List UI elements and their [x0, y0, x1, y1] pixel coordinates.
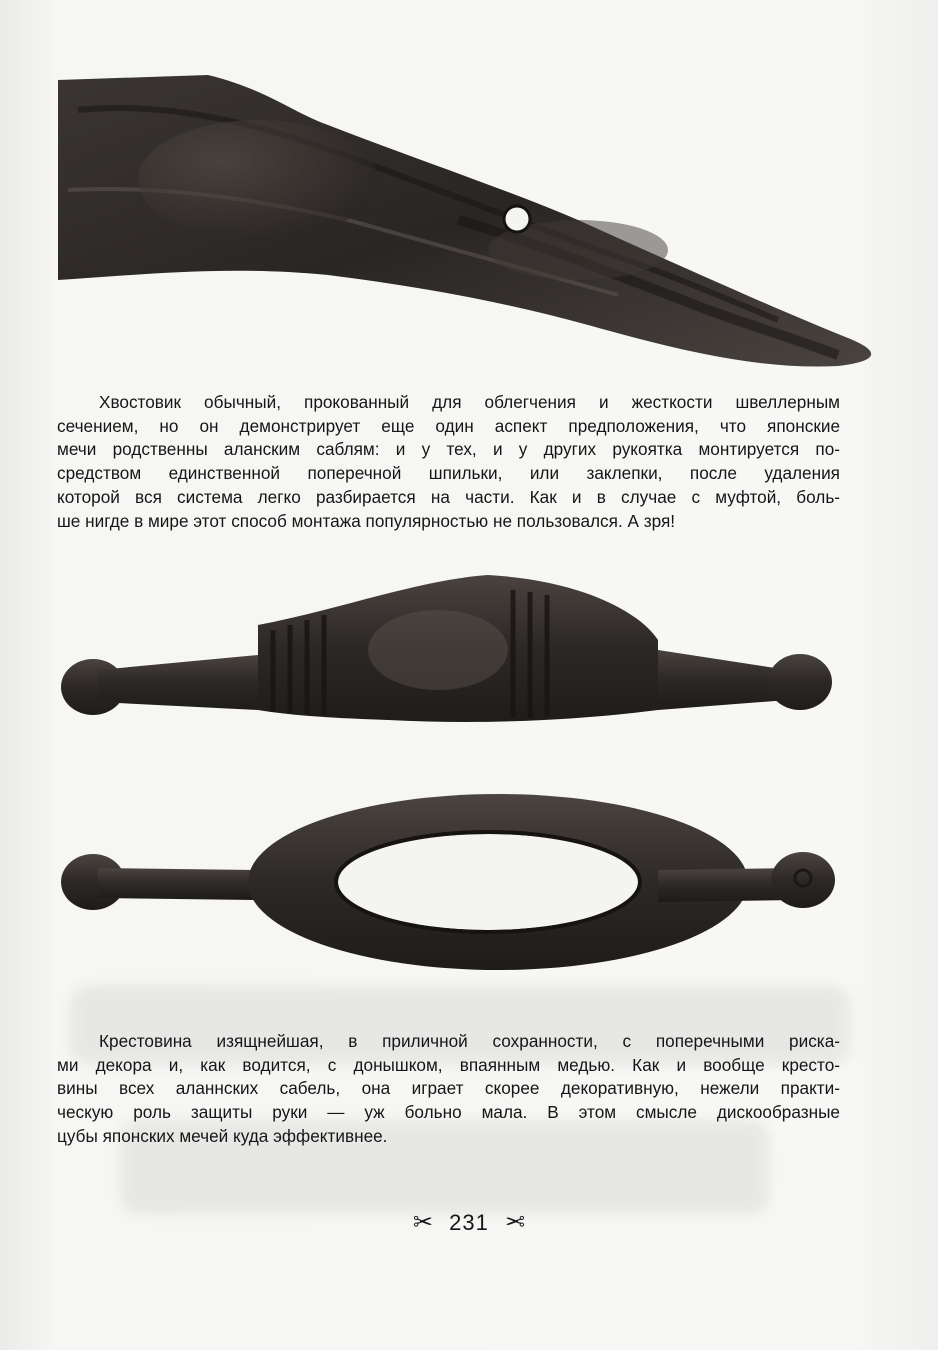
- text-line: Крестовина изящнейшая, в приличной сохранности, с поперечными риска-: [99, 1031, 840, 1051]
- page-footer: [0, 1208, 938, 1237]
- text-line: сечением, но он демонстрирует еще один аспект предположения, что японские: [57, 415, 840, 436]
- crossguard-top-photo: [58, 790, 848, 970]
- text-line: которой вся система легко разбирается на части. Как и в случае с муфтой, боль-: [57, 486, 840, 507]
- text-line: Хвостовик обычный, прокованный для облегчения и жесткости швеллерным: [99, 392, 840, 412]
- text-line: вины всех аланнских сабель, она играет скорее декоративную, нежели практи-: [57, 1078, 840, 1099]
- text-line: средством единственной поперечной шпильки, или заклепки, после удаления: [57, 463, 840, 484]
- ornament-right-icon: ✂: [503, 1209, 526, 1236]
- crossguard-side-photo: [58, 570, 848, 730]
- text-line: ше нигде в мире этот способ монтажа популярностью не пользовался. А зря!: [57, 510, 676, 531]
- sword-tang-photo: [58, 70, 938, 390]
- page-number: 231: [449, 1209, 489, 1235]
- text-line: ми декора и, как водится, с донышком, впаянным медью. Как и вообще кресто-: [57, 1054, 840, 1075]
- text-line: ческую роль защиты руки — уж больно мала. В этом смысле дискообразные: [57, 1102, 840, 1123]
- paragraph-crossguard: [57, 1030, 840, 1149]
- ornament-left-icon: ✂: [412, 1209, 435, 1236]
- text-line: мечи родственны аланским саблям: и у тех, и у других рукоятка монтируется по-: [57, 439, 840, 460]
- text-line: цубы японских мечей куда эффективнее.: [57, 1125, 388, 1146]
- paragraph-tang: [57, 391, 840, 533]
